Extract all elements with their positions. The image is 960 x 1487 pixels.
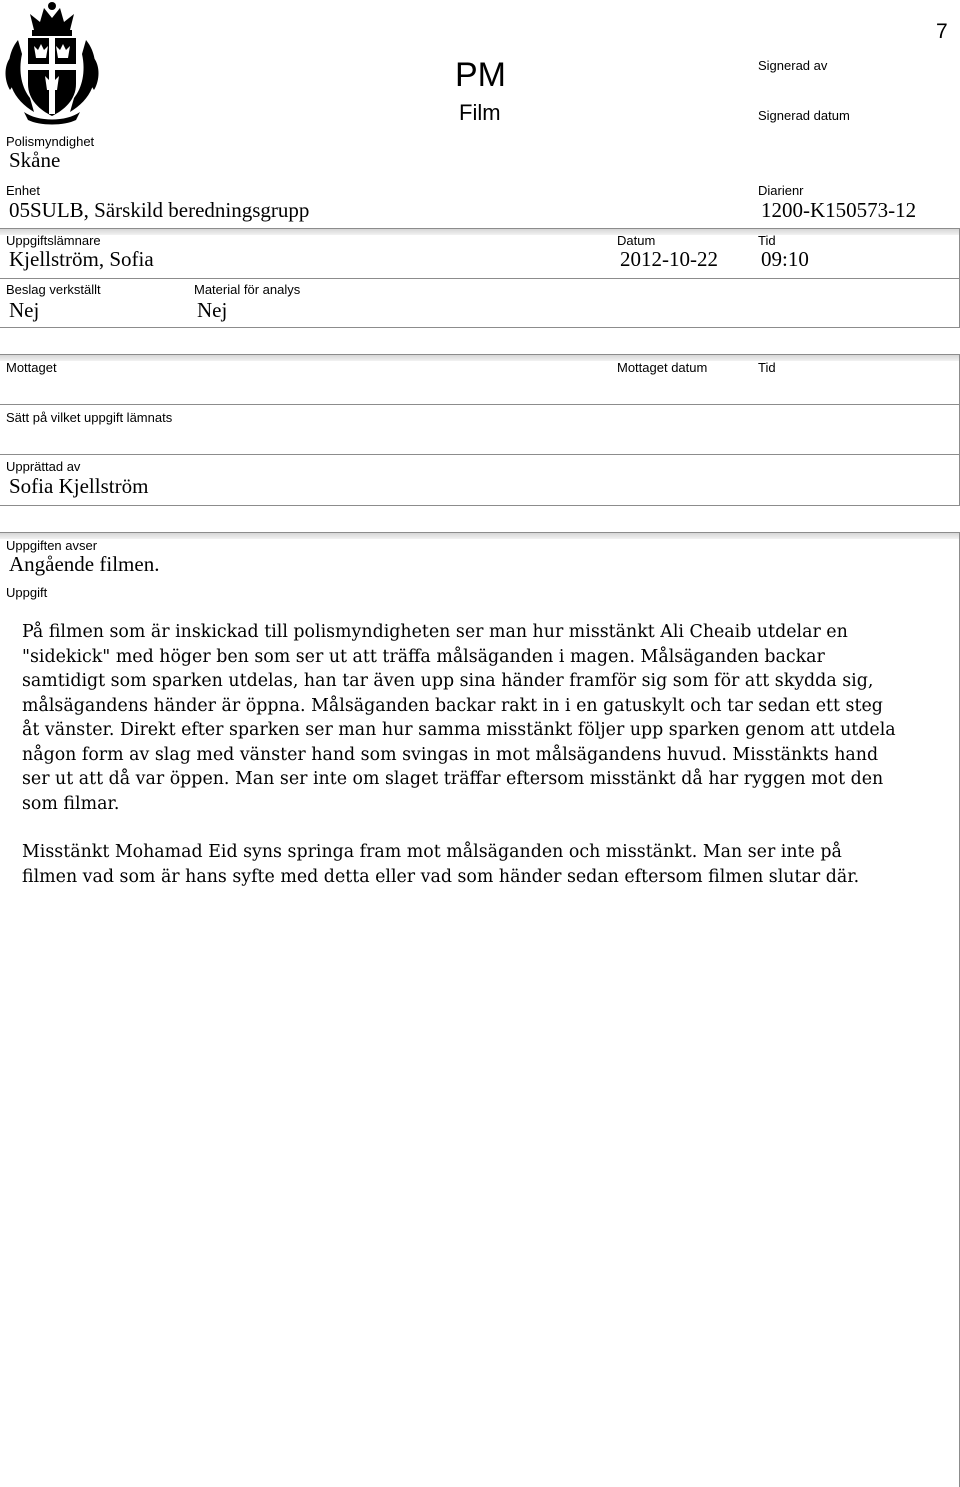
subject-value: Angående filmen. — [9, 552, 160, 576]
date-label: Datum — [617, 233, 656, 248]
date-value: 2012-10-22 — [620, 247, 718, 271]
report-label: Uppgift — [6, 585, 48, 600]
seizure-value: Nej — [9, 298, 40, 322]
received-time-label: Tid — [758, 360, 776, 375]
report-paragraph: På filmen som är inskickad till polismyndigheten ser man hur misstänkt Ali Cheaib utdelar en "sidekick" med höger ben som ser ut att träffa målsäganden i magen. Målsäganden backar samtidigt som sparken utdelas, han tar även upp sina händer framför sig som för att skydda sig, målsägandens händer är öppna. Målsäganden backar rakt in i en gatuskylt och tar sedan ett steg åt vänster. Direkt efter sparken ser man hur samma misstänkt följer upp sparken genom att utdela någon form av slag med vänster hand som svingas in mot målsägandens huvud. Misstänkts hand ser ut att då var öppen. Man ser inte om slaget träffar eftersom misstänkt då har ryggen mot den som filmar. — [22, 622, 896, 814]
signed-by-label: Signerad av — [758, 58, 828, 73]
signed-date-label: Signerad datum — [758, 108, 850, 123]
unit-label: Enhet — [6, 183, 40, 198]
method-label: Sätt på vilket uppgift lämnats — [6, 410, 173, 425]
authority-label: Polismyndighet — [6, 134, 95, 149]
received-date-label: Mottaget datum — [617, 360, 708, 375]
report-body — [22, 620, 902, 913]
received-label: Mottaget — [6, 360, 57, 375]
document-subtitle: Film — [459, 100, 501, 125]
subject-label: Uppgiften avser — [6, 538, 98, 553]
material-value: Nej — [197, 298, 228, 322]
unit-value: 05SULB, Särskild beredningsgrupp — [9, 198, 310, 222]
informant-value: Kjellström, Sofia — [9, 247, 154, 271]
case-number-label: Diarienr — [758, 183, 804, 198]
seizure-label: Beslag verkställt — [6, 282, 101, 297]
police-crest-icon — [4, 0, 100, 126]
report-paragraph: Misstänkt Mohamad Eid syns springa fram mot målsäganden och misstänkt. Man ser inte på filmen vad som är hans syfte med detta eller vad som händer sedan eftersom filmen slutar där. — [22, 842, 860, 887]
material-label: Material för analys — [194, 282, 301, 297]
document-type: PM — [455, 56, 506, 94]
established-by-value: Sofia Kjellström — [9, 474, 149, 498]
authority-value: Skåne — [9, 148, 61, 172]
time-label: Tid — [758, 233, 776, 248]
case-number-value: 1200-K150573-12 — [761, 198, 917, 222]
informant-label: Uppgiftslämnare — [6, 233, 101, 248]
page-number: 7 — [936, 20, 948, 43]
established-by-label: Upprättad av — [6, 459, 81, 474]
time-value: 09:10 — [761, 247, 809, 271]
